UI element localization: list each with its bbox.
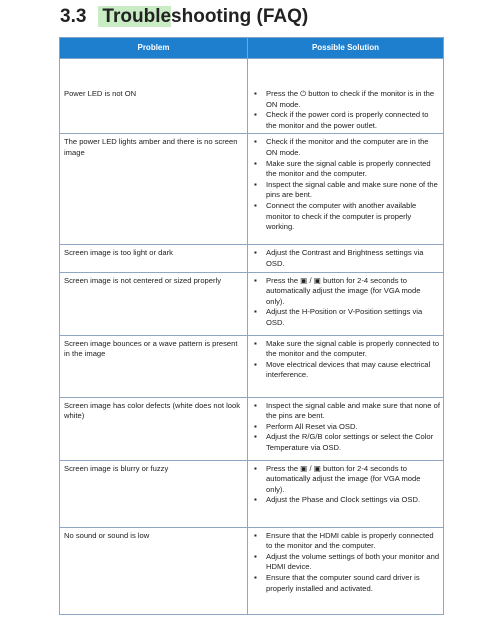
table-row [60,245,444,272]
solution-item: ▪ Adjust the H-Position or V-Position settings via OSD. [266,307,440,328]
solution-item: ▪ Adjust the volume settings of both your monitor and HDMI device. [266,552,440,573]
solution-item: ▪ Inspect the signal cable and make sure that none of the pins are bent. [266,401,440,422]
problem-cell: Screen image is too light or dark [60,245,248,272]
solution-cell [248,335,444,397]
solution-item: ▪ Press the ⏻ button to check if the monitor is in the ON mode. [266,89,440,110]
table-header-row [60,38,444,59]
solution-item: ▪ Connect the computer with another available monitor to check if the computer is properly working. [266,201,440,233]
solution-item: ▪ Adjust the R/G/B color settings or select the Color Temperature via OSD. [266,432,440,453]
solution-item: ▪ Ensure that the HDMI cable is properly connected to the monitor and the computer. [266,531,440,552]
solution-item: ▪ Make sure the signal cable is properly connected the monitor and the computer. [266,159,440,180]
solution-item: ▪ Adjust the Phase and Clock settings via OSD. [266,495,440,506]
solution-item: ▪ Press the ▣ / ▣ button for 2-4 seconds to automatically adjust the image (for VGA mode only). [266,276,440,308]
solution-item: ▪ Check if the power cord is properly connected to the monitor and the power outlet. [266,110,440,131]
solution-item: ▪ Press the ▣ / ▣ button for 2-4 seconds to automatically adjust the image (for VGA mode only). [266,464,440,496]
problem-cell: Screen image has color defects (white does not look white) [60,397,248,460]
table-row [60,335,444,397]
solution-item: ▪ Move electrical devices that may cause electrical interference. [266,360,440,381]
solution-cell [248,397,444,460]
section-title-rest: shooting (FAQ) [171,6,309,27]
section-number: 3.3 [60,6,87,27]
table-row [60,460,444,527]
solution-item: ▪ Ensure that the computer sound card driver is properly installed and activated. [266,573,440,594]
table-row [60,272,444,335]
table-row [60,397,444,460]
table-row [60,134,444,245]
problem-cell: No sound or sound is low [60,527,248,614]
solution-cell [248,59,444,134]
problem-cell: Screen image bounces or a wave pattern is present in the image [60,335,248,397]
problem-cell: Screen image is blurry or fuzzy [60,460,248,527]
solution-item: ▪ Adjust the Contrast and Brightness settings via OSD. [266,248,440,269]
table-row [60,527,444,614]
section-title-highlight: Trouble [98,6,171,27]
solution-cell [248,272,444,335]
solution-cell [248,460,444,527]
faq-table [59,37,444,615]
solution-item: ▪ Make sure the signal cable is properly connected to the monitor and the computer. [266,339,440,360]
header-problem: Problem [60,38,248,59]
solution-cell [248,245,444,272]
solution-item: ▪ Check if the monitor and the computer are in the ON mode. [266,137,440,158]
solution-item: ▪ Perform All Reset via OSD. [266,422,440,433]
problem-cell: The power LED lights amber and there is no screen image [60,134,248,245]
problem-cell: Screen image is not centered or sized properly [60,272,248,335]
solution-cell [248,527,444,614]
section-heading [60,4,308,30]
solution-item: ▪ Inspect the signal cable and make sure none of the pins are bent. [266,180,440,201]
problem-cell: Power LED is not ON [60,59,248,134]
solution-cell [248,134,444,245]
table-row [60,59,444,134]
header-solution: Possible Solution [248,38,444,59]
